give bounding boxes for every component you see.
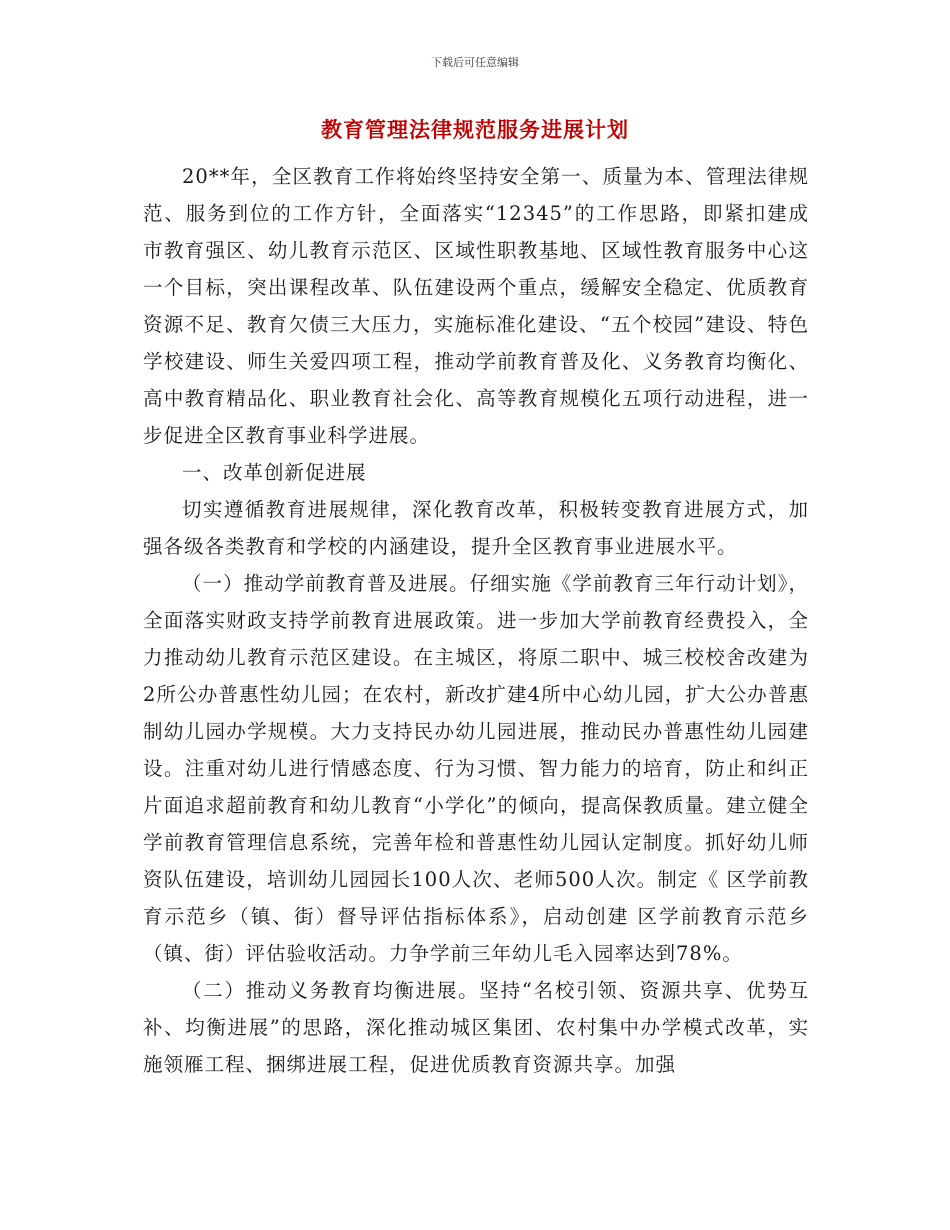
paragraph-intro: 20**年，全区教育工作将始终坚持安全第一、质量为本、管理法律规范、服务到位的工作方针，全面落实“12345”的工作思路，即紧扣建成 市教育强区、幼儿教育示范区、区域性职教基地、区域性教育服务中心这一个目标，突出课程改革、队伍建设两个重点，缓解安全稳定、优质教育资源不足、教育欠债三大压力，实施标准化建设、“五个校园”建设、特色学校建设、师生关爱四项工程，推动学前教育普及化、义务教育均衡化、高中教育精品化、职业教育社会化、高等教育规模化五项行动进程，进一步促进全区教育事业科学进展。 [143, 165, 809, 447]
document-title: 教育管理法律规范服务进展计划 [321, 118, 629, 142]
paragraph-section-intro: 切实遵循教育进展规律，深化教育改革，积极转变教育进展方式，加强各级各类教育和学校的内涵建设，提升全区教育事业进展水平。 [143, 498, 809, 558]
document-body [143, 158, 809, 1083]
paragraph-compulsory: （二）推动义务教育均衡进展。坚持“名校引领、资源共享、优势互补、均衡进展”的思路，深化推动城区集团、农村集中办学模式改革，实施领雁工程、捆绑进展工程，促进优质教育资源共享。加强 [143, 979, 809, 1076]
paragraph-preschool: （一）推动学前教育普及进展。仔细实施《学前教育三年行动计划》，全面落实财政支持学前教育进展政策。进一步加大学前教育经费投入，全力推动幼儿教育示范区建设。在主城区，将原二职中、城三校校舍改建为2所公办普惠性幼儿园；在农村，新改扩建4所中心幼儿园，扩大公办普惠制幼儿园办学规模。大力支持民办幼儿园进展，推动民办普惠性幼儿园建设。注重对幼儿进行情感态度、行为习惯、智力能力的培育，防止和纠正片面追求超前教育和幼儿教育“小学化”的倾向，提高保教质量。建立健全学前教育管理信息系统，完善年检和普惠性幼儿园认定制度。抓好幼儿师资队伍建设，培训幼儿园园长100人次、老师500人次。制定《 区学前教育示范乡（镇、街）督导评估指标体系》，启动创建 区学前教育示范乡（镇、街）评估验收活动。力争学前三年幼儿毛入园率达到78%。 [143, 572, 809, 965]
section-heading: 一、改革创新促进展 [182, 461, 367, 484]
header-note: 下载后可任意编辑 [431, 56, 519, 69]
